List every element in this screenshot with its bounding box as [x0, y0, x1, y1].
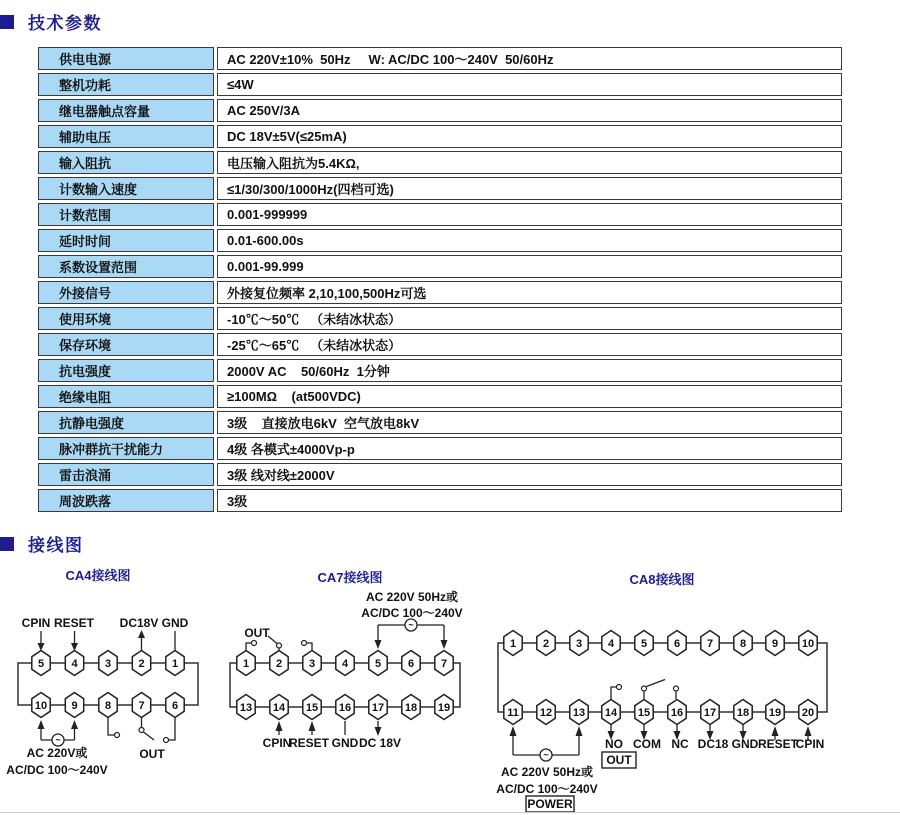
terminal-pin — [336, 651, 354, 676]
ca8-label-reset: RESET — [757, 737, 799, 751]
contact-circle-icon — [252, 641, 257, 646]
terminal-pin — [237, 651, 255, 676]
contact-circle-icon — [674, 686, 679, 691]
terminal-pin — [734, 631, 752, 656]
ca8-label-com: COM — [633, 737, 661, 751]
ca4-label-power-2: AC/DC 100～240V — [6, 763, 108, 777]
ca8-label-power-2: AC/DC 100～240V — [496, 782, 598, 796]
terminal-pin — [166, 651, 184, 676]
table-row — [38, 203, 842, 226]
table-row — [38, 307, 842, 330]
table-row — [38, 385, 842, 408]
svg-text:~: ~ — [408, 620, 414, 630]
param-value-cell: 3级 直接放电6kV 空气放电8kV — [217, 411, 842, 434]
ca7-label-out: OUT — [244, 626, 270, 640]
table-row — [38, 463, 842, 486]
pin-number: 4 — [607, 638, 615, 650]
pin-number: 2 — [542, 638, 550, 650]
param-value-cell: ≤4W — [217, 73, 842, 96]
table-row — [38, 151, 842, 174]
terminal-pin — [132, 651, 150, 676]
terminal-pin — [602, 631, 620, 656]
terminal-pin — [570, 700, 588, 725]
ca8-wiring-diagram — [488, 590, 853, 815]
terminal-pin — [369, 695, 387, 720]
terminal-pin — [369, 651, 387, 676]
ca8-label-cpin: CPIN — [795, 737, 825, 751]
section-title: 接线图 — [28, 536, 84, 555]
contact-circle-icon — [617, 685, 622, 690]
pin-number: 9 — [71, 700, 78, 712]
ca8-label-dc18: DC18 — [697, 737, 729, 751]
param-value-cell: AC 220V±10% 50Hz W: AC/DC 100～240V 50/60Hz — [217, 47, 842, 70]
ca8-label-power: POWER — [527, 797, 573, 811]
param-name-cell: 外接信号 — [38, 281, 214, 304]
pin-number: 11 — [507, 707, 519, 719]
table-row — [38, 333, 842, 356]
terminal-pin — [799, 700, 817, 725]
pin-number: 16 — [670, 707, 684, 719]
ca7-wiring-diagram — [225, 585, 480, 755]
pin-number: 1 — [509, 638, 517, 650]
ca8-label-gnd: GND — [731, 737, 759, 751]
pin-number: 6 — [407, 658, 415, 670]
param-name-cell: 使用环境 — [38, 307, 214, 330]
svg-text:~: ~ — [55, 735, 61, 745]
param-name-cell: 供电电源 — [38, 47, 214, 70]
bullet-square-icon — [0, 537, 14, 551]
pin-number: 15 — [637, 707, 651, 719]
param-name-cell: 整机功耗 — [38, 73, 214, 96]
param-value-cell: 0.001-99.999 — [217, 255, 842, 278]
terminal-pin — [32, 651, 50, 676]
pin-number: 19 — [768, 707, 782, 719]
contact-circle-icon — [139, 728, 144, 733]
param-name-cell: 延时时间 — [38, 229, 214, 252]
terminal-pin — [701, 700, 719, 725]
table-row — [38, 489, 842, 512]
pin-number: 13 — [239, 702, 253, 714]
terminal-pin — [504, 631, 522, 656]
pin-number: 12 — [539, 707, 553, 719]
param-value-cell: 3级 线对线±2000V — [217, 463, 842, 486]
table-row — [38, 73, 842, 96]
terminal-pin — [402, 695, 420, 720]
terminal-pin — [701, 631, 719, 656]
ca4-label-dc18v: DC18V — [119, 616, 159, 630]
terminal-pin — [303, 651, 321, 676]
terminal-pin — [734, 700, 752, 725]
section-header-wiring — [0, 531, 84, 556]
param-value-cell: AC 250V/3A — [217, 99, 842, 122]
ca8-label-no: NO — [605, 737, 623, 751]
pin-number: 1 — [171, 658, 179, 670]
ca4-label-reset: RESET — [53, 616, 95, 630]
pin-number: 4 — [341, 658, 349, 670]
table-row — [38, 281, 842, 304]
table-row — [38, 99, 842, 122]
ca7-label-power-1: AC 220V 50Hz或 — [365, 590, 459, 604]
terminal-pin — [99, 693, 117, 718]
ca7-diagram-title: CA7接线图 — [317, 570, 383, 585]
terminal-pin — [537, 700, 555, 725]
pin-number: 18 — [404, 702, 418, 714]
terminal-pin — [132, 693, 150, 718]
pin-number: 15 — [305, 702, 319, 714]
pin-number: 20 — [801, 707, 815, 719]
pin-number: 6 — [171, 700, 179, 712]
terminal-pin — [237, 695, 255, 720]
ca7-label-dc18v: DC 18V — [358, 736, 402, 750]
param-name-cell: 抗静电强度 — [38, 411, 214, 434]
table-row — [38, 255, 842, 278]
pin-number: 17 — [703, 707, 717, 719]
contact-circle-icon — [164, 738, 169, 743]
ca7-label-gnd: GND — [331, 736, 359, 750]
terminal-pin — [336, 695, 354, 720]
section-header-tech-params — [0, 9, 102, 34]
terminal-pin — [270, 695, 288, 720]
pin-number: 16 — [338, 702, 352, 714]
page-bottom-divider — [0, 812, 900, 813]
terminal-pin — [635, 700, 653, 725]
bullet-square-icon — [0, 15, 14, 29]
ca4-wires — [18, 630, 198, 746]
param-value-cell: DC 18V±5V(≤25mA) — [217, 125, 842, 148]
param-value-cell: ≥100MΩ (at500VDC) — [217, 385, 842, 408]
pin-number: 2 — [275, 658, 283, 670]
ca8-label-out: OUT — [606, 753, 632, 767]
terminal-pin — [270, 651, 288, 676]
contact-circle-icon — [642, 686, 647, 691]
terminal-pin — [435, 651, 453, 676]
table-row — [38, 229, 842, 252]
param-value-cell: 电压输入阻抗为5.4KΩ, — [217, 151, 842, 174]
pin-number: 5 — [37, 658, 45, 670]
pin-number: 5 — [640, 638, 648, 650]
param-name-cell: 继电器触点容量 — [38, 99, 214, 122]
param-name-cell: 抗电强度 — [38, 359, 214, 382]
param-value-cell: -10℃～50℃ （未结冰状态） — [217, 307, 842, 330]
pin-number: 5 — [374, 658, 382, 670]
table-row — [38, 411, 842, 434]
terminal-pin — [766, 700, 784, 725]
contact-circle-icon — [302, 641, 307, 646]
param-value-cell: 外接复位频率 2,10,100,500Hz可选 — [217, 281, 842, 304]
param-value-cell: 0.001-999999 — [217, 203, 842, 226]
pin-number: 7 — [138, 700, 145, 712]
ca4-label-gnd: GND — [161, 616, 189, 630]
param-name-cell: 计数范围 — [38, 203, 214, 226]
terminal-pin — [65, 651, 83, 676]
pin-number: 13 — [572, 707, 586, 719]
svg-text:~: ~ — [543, 750, 549, 760]
terminal-pin — [799, 631, 817, 656]
pin-number: 14 — [272, 702, 286, 714]
param-name-cell: 计数输入速度 — [38, 177, 214, 200]
ca7-label-reset: RESET — [288, 736, 330, 750]
pin-number: 14 — [604, 707, 618, 719]
ca7-label-power-2: AC/DC 100～240V — [361, 606, 463, 620]
terminal-pin — [668, 700, 686, 725]
param-name-cell: 输入阻抗 — [38, 151, 214, 174]
table-row — [38, 125, 842, 148]
ca7-label-cpin: CPIN — [262, 736, 292, 750]
pin-number: 6 — [673, 638, 681, 650]
pin-number: 10 — [34, 700, 48, 712]
tech-params-table — [35, 44, 845, 515]
terminal-pin — [402, 651, 420, 676]
table-row — [38, 437, 842, 460]
param-value-cell: ≤1/30/300/1000Hz(四档可选) — [217, 177, 842, 200]
param-name-cell: 系数设置范围 — [38, 255, 214, 278]
pin-number: 8 — [104, 700, 112, 712]
pin-number: 18 — [736, 707, 750, 719]
param-name-cell: 保存环境 — [38, 333, 214, 356]
contact-circle-icon — [277, 643, 282, 648]
ca4-label-power-1: AC 220V或 — [26, 746, 88, 760]
param-name-cell: 辅助电压 — [38, 125, 214, 148]
ca8-diagram-title: CA8接线图 — [629, 572, 695, 587]
param-value-cell: 2000V AC 50/60Hz 1分钟 — [217, 359, 842, 382]
param-value-cell: 0.01-600.00s — [217, 229, 842, 252]
ca4-label-out: OUT — [139, 747, 165, 761]
pin-number: 2 — [138, 658, 145, 670]
pin-number: 7 — [706, 638, 714, 650]
pin-number: 4 — [71, 658, 78, 670]
pin-number: 3 — [575, 638, 583, 650]
pin-number: 1 — [242, 658, 250, 670]
terminal-pin — [99, 651, 117, 676]
ca4-diagram-title: CA4接线图 — [65, 568, 131, 583]
terminal-pin — [303, 695, 321, 720]
param-value-cell: 4级 各模式±4000Vp-p — [217, 437, 842, 460]
section-title: 技术参数 — [28, 14, 102, 33]
terminal-pin — [602, 700, 620, 725]
param-name-cell: 雷击浪涌 — [38, 463, 214, 486]
param-value-cell: 3级 — [217, 489, 842, 512]
param-name-cell: 周波跌落 — [38, 489, 214, 512]
ca4-label-cpin: CPIN — [21, 616, 51, 630]
terminal-pin — [166, 693, 184, 718]
param-value-cell: -25℃～65℃ （未结冰状态） — [217, 333, 842, 356]
terminal-pin — [504, 700, 522, 725]
terminal-pin — [635, 631, 653, 656]
ca8-label-power-1: AC 220V 50Hz或 — [500, 765, 594, 779]
param-name-cell: 绝缘电阻 — [38, 385, 214, 408]
contact-circle-icon — [115, 733, 120, 738]
pin-number: 9 — [771, 638, 779, 650]
table-row — [38, 359, 842, 382]
pin-number: 17 — [371, 702, 385, 714]
pin-number: 3 — [308, 658, 316, 670]
param-name-cell: 脉冲群抗干扰能力 — [38, 437, 214, 460]
pin-number: 3 — [104, 658, 112, 670]
table-row — [38, 47, 842, 70]
ca4-wiring-diagram — [0, 603, 230, 793]
table-row — [38, 177, 842, 200]
terminal-pin — [766, 631, 784, 656]
terminal-pin — [570, 631, 588, 656]
pin-number: 7 — [440, 658, 448, 670]
terminal-pin — [65, 693, 83, 718]
pin-number: 19 — [437, 702, 451, 714]
terminal-pin — [32, 693, 50, 718]
terminal-pin — [435, 695, 453, 720]
terminal-pin — [537, 631, 555, 656]
ca8-label-nc: NC — [671, 737, 689, 751]
pin-number: 8 — [739, 638, 747, 650]
pin-number: 10 — [801, 638, 815, 650]
terminal-pin — [668, 631, 686, 656]
